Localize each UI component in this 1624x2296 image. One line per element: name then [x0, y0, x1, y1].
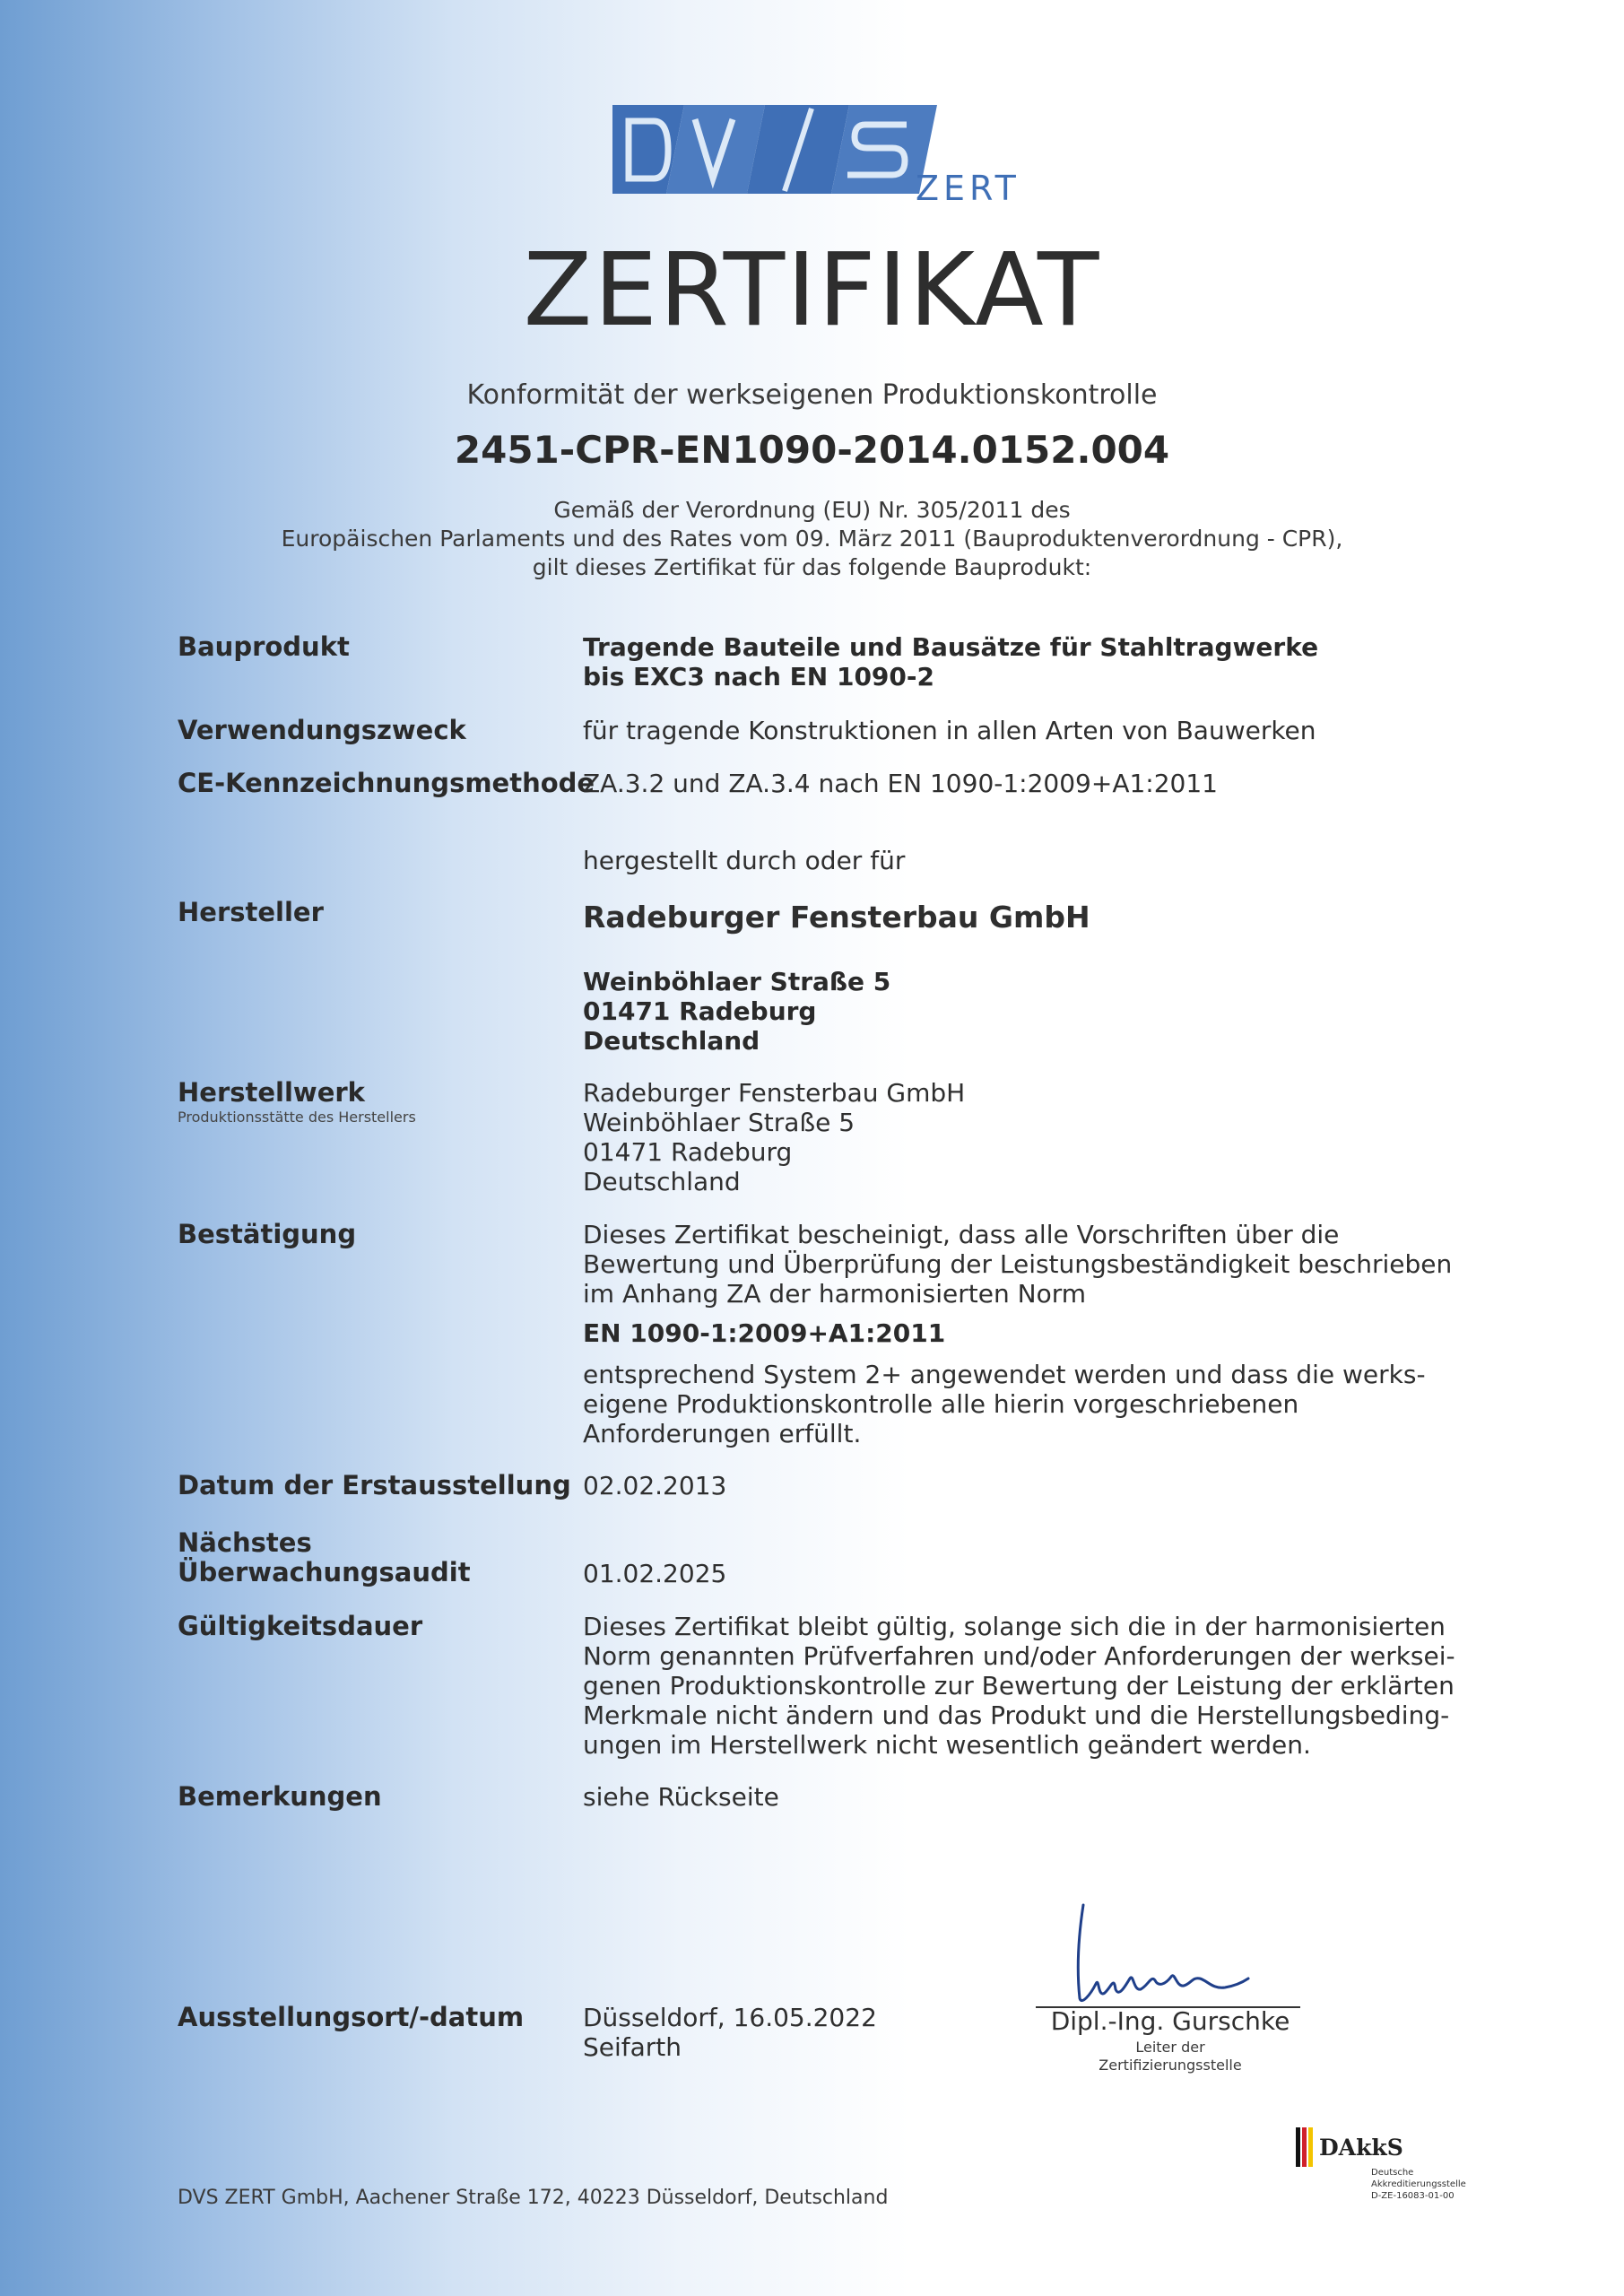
page-title: ZERTIFIKAT — [523, 232, 1101, 349]
dakks-line: Deutsche — [1371, 2168, 1414, 2178]
value-erstausstellung: 02.02.2013 — [583, 1471, 727, 1500]
label-line: Nächstes — [178, 1527, 312, 1558]
regulation-line: gilt dieses Zertifikat für das folgende Bauprodukt: — [532, 554, 1092, 580]
signatory-name: Dipl.-Ing. Gurschke — [1050, 2006, 1290, 2036]
title-line: Zertifizierungsstelle — [1099, 2057, 1242, 2074]
dvs-zert-logo — [612, 105, 1043, 204]
value-bestaetigung-text1 — [583, 1220, 1452, 1309]
value-line: Deutschland — [583, 1167, 741, 1196]
certificate-number: 2451-CPR-EN1090-2014.0152.004 — [454, 428, 1170, 472]
value-bemerkungen: siehe Rückseite — [583, 1782, 779, 1812]
sublabel-herstellwerk: Produktionsstätte des Herstellers — [178, 1109, 416, 1126]
dakks-mark-icon — [1296, 2127, 1316, 2167]
value-ausstellung — [583, 2003, 877, 2062]
value-line: im Anhang ZA der harmonisierten Norm — [583, 1279, 1087, 1309]
address-line: Deutschland — [583, 1026, 760, 1056]
value-line: genen Produktionskontrolle zur Bewertung der Leistung der erklärten — [583, 1671, 1455, 1700]
logo-zert-text: ZERT — [916, 169, 1020, 204]
value-line: Dieses Zertifikat bleibt gültig, solange sich die in der harmonisierten — [583, 1612, 1446, 1641]
label-ausstellung: Ausstellungsort/-datum — [178, 2002, 525, 2032]
regulation-line: Europäischen Parlaments und des Rates vom 09. März 2011 (Bauproduktenverordnung - CPR), — [281, 526, 1343, 552]
hergestellt-text: hergestellt durch oder für — [583, 846, 906, 875]
value-line: Weinböhlaer Straße 5 — [583, 1108, 855, 1137]
label-ce-methode: CE-Kennzeichnungsmethode — [178, 768, 595, 798]
label-bestaetigung: Bestätigung — [178, 1219, 357, 1249]
label-line: Überwachungsaudit — [178, 1557, 471, 1587]
dvs-logo-graphic — [612, 105, 1043, 204]
value-hersteller-address — [583, 967, 890, 1056]
address-line: 01471 Radeburg — [583, 996, 817, 1026]
value-line: Seifarth — [583, 2032, 682, 2062]
value-line: Düsseldorf, 16.05.2022 — [583, 2003, 877, 2032]
value-line: Tragende Bauteile und Bausätze für Stahltragwerke — [583, 632, 1319, 662]
value-verwendungszweck: für tragende Konstruktionen in allen Arten von Bauwerken — [583, 716, 1316, 745]
value-line: ungen im Herstellwerk nicht wesentlich geändert werden. — [583, 1730, 1311, 1760]
value-line: Dieses Zertifikat bescheinigt, dass alle Vorschriften über die — [583, 1220, 1340, 1249]
value-line: Bewertung und Überprüfung der Leistungsbeständigkeit beschrieben — [583, 1249, 1453, 1279]
value-line: Anforderungen erfüllt. — [583, 1419, 862, 1448]
footer-address: DVS ZERT GmbH, Aachener Straße 172, 40223 Düsseldorf, Deutschland — [178, 2187, 889, 2209]
dakks-subtext — [1371, 2167, 1466, 2202]
value-bauprodukt — [583, 632, 1318, 691]
value-bestaetigung-norm: EN 1090-1:2009+A1:2011 — [583, 1318, 946, 1348]
label-gueltigkeit: Gültigkeitsdauer — [178, 1611, 423, 1641]
value-ce-methode: ZA.3.2 und ZA.3.4 nach EN 1090-1:2009+A1:2011 — [583, 769, 1218, 798]
title-line: Leiter der — [1135, 2039, 1205, 2056]
label-naechstes-audit — [178, 1528, 471, 1587]
value-hersteller-name: Radeburger Fensterbau GmbH — [583, 900, 1090, 935]
value-line: Norm genannten Prüfverfahren und/oder Anforderungen der werksei- — [583, 1641, 1455, 1671]
label-erstausstellung: Datum der Erstausstellung — [178, 1470, 571, 1500]
value-herstellwerk — [583, 1078, 965, 1196]
regulation-text — [0, 496, 1624, 582]
value-naechstes-audit: 01.02.2025 — [583, 1559, 727, 1588]
address-line: Weinböhlaer Straße 5 — [583, 967, 891, 996]
signature — [1040, 1901, 1273, 2013]
regulation-line: Gemäß der Verordnung (EU) Nr. 305/2011 des — [553, 497, 1071, 523]
dakks-name: DAkkS — [1319, 2135, 1403, 2161]
dakks-logo — [1296, 2127, 1493, 2226]
value-line: eigene Produktionskontrolle alle hierin vorgeschriebenen — [583, 1389, 1299, 1419]
subtitle: Konformität der werkseigenen Produktionskontrolle — [466, 379, 1158, 411]
label-hersteller: Hersteller — [178, 897, 324, 927]
value-line: bis EXC3 nach EN 1090-2 — [583, 662, 934, 691]
label-verwendungszweck: Verwendungszweck — [178, 715, 466, 745]
value-line: entsprechend System 2+ angewendet werden und dass die werks- — [583, 1360, 1426, 1389]
label-bemerkungen: Bemerkungen — [178, 1781, 382, 1812]
value-line: 01471 Radeburg — [583, 1137, 793, 1167]
dakks-line: D-ZE-16083-01-00 — [1371, 2191, 1455, 2201]
value-line: Radeburger Fensterbau GmbH — [583, 1078, 966, 1108]
label-herstellwerk: Herstellwerk — [178, 1077, 365, 1108]
signatory-title — [1031, 2039, 1309, 2074]
label-bauprodukt: Bauprodukt — [178, 631, 350, 662]
value-gueltigkeit — [583, 1612, 1455, 1760]
value-bestaetigung-text2 — [583, 1360, 1426, 1448]
value-line: Merkmale nicht ändern und das Produkt und die Herstellungsbeding- — [583, 1700, 1450, 1730]
dakks-line: Akkreditierungsstelle — [1371, 2179, 1466, 2189]
